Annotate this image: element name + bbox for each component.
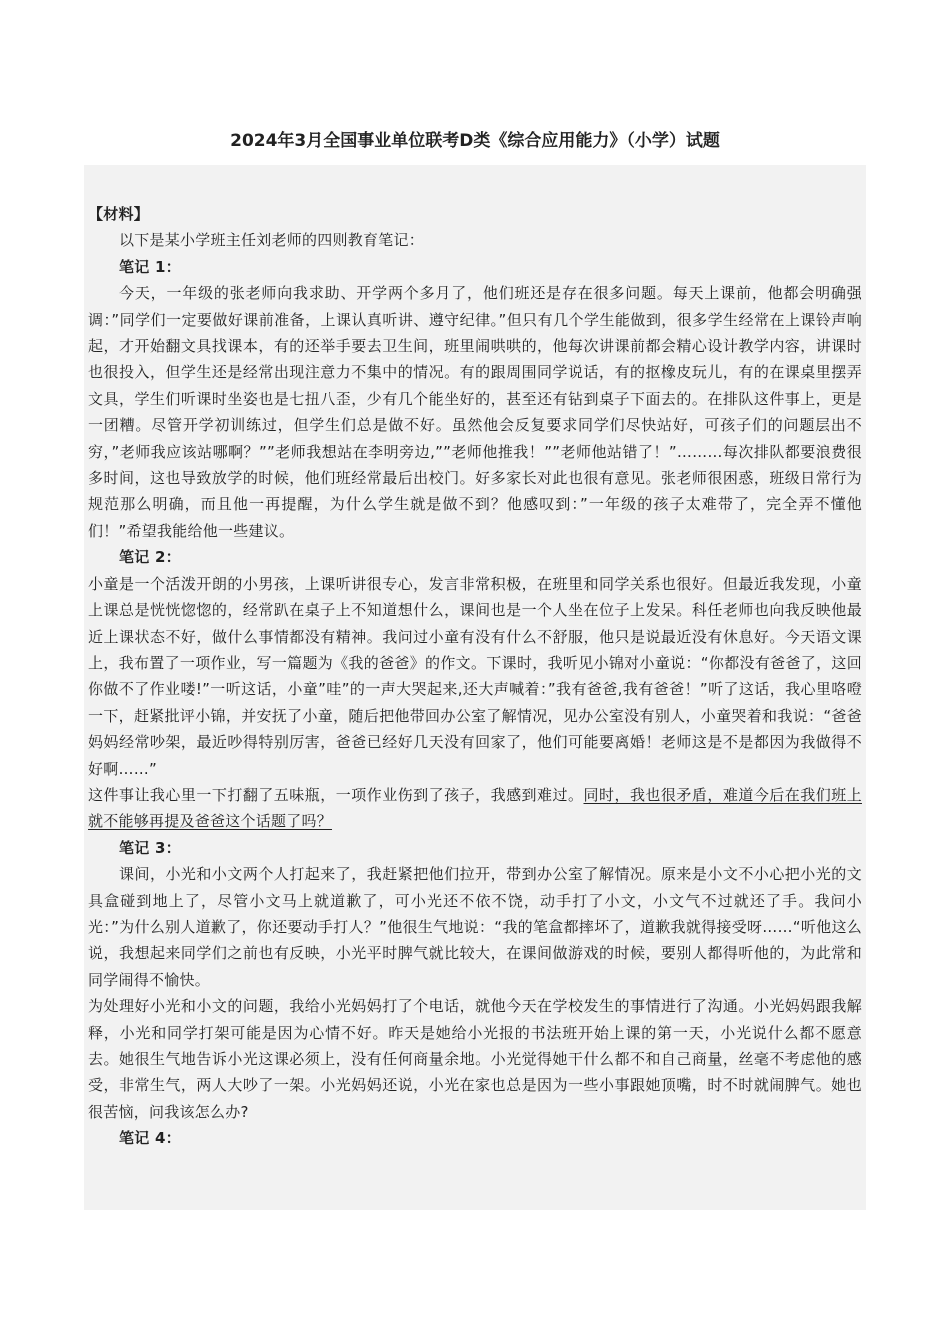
note-2-closing-paragraph [88, 782, 862, 835]
note-2-closing-plain-text: 这件事让我心里一下打翻了五味瓶，一项作业伤到了孩子，我感到难过。 [88, 785, 584, 804]
note-3-heading: 笔记 3： [119, 838, 181, 857]
note-2-paragraph-1: 小童是一个活泼开朗的小男孩，上课听讲很专心，发言非常积极，在班里和同学关系也很好。但最近我发现，小童上课总是恍恍惚惚的，经常趴在桌子上不知道想什么，课间也是一个人坐在位子上发呆。科任老师也向我反映他最近上课状态不好，做什么事情都没有精神。我问过小童有没有什么不舒服，他只是说最近没有休息好。今天语文课上，我布置了一项作业，写一篇题为《我的爸爸》的作文。下课时，我听见小锦对小童说：“你都没有爸爸了，这回你做不了作业喽!”一听这话，小童”哇”的一声大哭起来,还大声喊着：”我有爸爸,我有爸爸！”听了这话，我心里咯噔一下，赶紧批评小锦，并安抚了小童，随后把他带回办公室了解情况，见办公室没有别人，小童哭着和我说：“爸爸妈妈经常吵架，最近吵得特别厉害，爸爸已经好几天没有回家了，他们可能要离婚！老师这是不是都因为我做得不好啊……” [88, 574, 862, 778]
material-panel [84, 165, 866, 1210]
note-1-paragraph-1: 今天，一年级的张老师向我求助、开学两个多月了，他们班还是存在很多问题。每天上课前，他都会明确强调：”同学们一定要做好课前准备，上课认真听讲、遵守纪律。”但只有几个学生能做到，很多学生经常在上课铃声响起，才开始翻文具找课本，有的还举手要去卫生间，班里闹哄哄的，他每次讲课前都会精心设计教学内容，讲课时也很投入，但学生还是经常出现注意力不集中的情况。有的跟周围同学说话，有的抠橡皮玩儿，有的在课桌里摆弄文具，学生们听课时坐姿也是七扭八歪，少有几个能坐好的，甚至还有钻到桌子下面去的。在排队这件事上，更是一团糟。尽管开学初训练过，但学生们总是做不好。虽然他会反复要求同学们尽快站好，可孩子们的问题层出不穷，”老师我应该站哪啊？””老师我想站在李明旁边,””老师他推我！””老师他站错了！”………每次排队都要浪费很多时间，这也导致放学的时候，他们班经常最后出校门。好多家长对此也很有意见。张老师很困惑，班级日常行为规范那么明确，而且他一再提醒，为什么学生就是做不到？他感叹到：”一年级的孩子太难带了，完全弄不懂他们！”希望我能给他一些建议。 [88, 284, 862, 540]
material-heading: 【材料】 [88, 205, 150, 223]
note-3-paragraph-1: 课间，小光和小文两个人打起来了，我赶紧把他们拉开，带到办公室了解情况。原来是小文不小心把小光的文具盒碰到地上了，尽管小文马上就道歉了，可小光还不依不饶，动手打了小文，小文气不过就还了手。我问小光：”为什么别人道歉了，你还要动手打人？”他很生气地说：“我的笔盒都摔坏了，道歉我就得接受呀……“听他这么说，我想起来同学们之前也有反映，小光平时脾气就比较大，在课间做游戏的时候，要别人都得听他的，为此常和同学闹得不愉快。 [88, 865, 862, 989]
note-3-paragraph-2: 为处理好小光和小文的问题，我给小光妈妈打了个电话，就他今天在学校发生的事情进行了沟通。小光妈妈跟我解释，小光和同学打架可能是因为心情不好。昨天是她给小光报的书法班开始上课的第一天，小光说什么都不愿意去。她很生气地告诉小光这课必须上，没有任何商量余地。小光觉得她干什么都不和自己商量，丝毫不考虑他的感受，非常生气，两人大吵了一架。小光妈妈还说，小光在家也总是因为一些小事跟她顶嘴，时不时就闹脾气。她也很苦恼，问我该怎么办? [88, 997, 862, 1121]
note-4-heading: 笔记 4： [119, 1129, 181, 1148]
note-1-heading: 笔记 1： [119, 257, 181, 276]
note-2-heading: 笔记 2： [119, 548, 181, 567]
page-title: 2024年3月全国事业单位联考D类《综合应用能力》（小学）试题 [230, 131, 720, 151]
note-2-underlined-question: 同时，我也很矛盾，难道今后在我们班上就不能够再提及爸爸这个话题了吗？ [88, 785, 862, 831]
material-intro: 以下是某小学班主任刘老师的四则教育笔记： [119, 231, 425, 250]
